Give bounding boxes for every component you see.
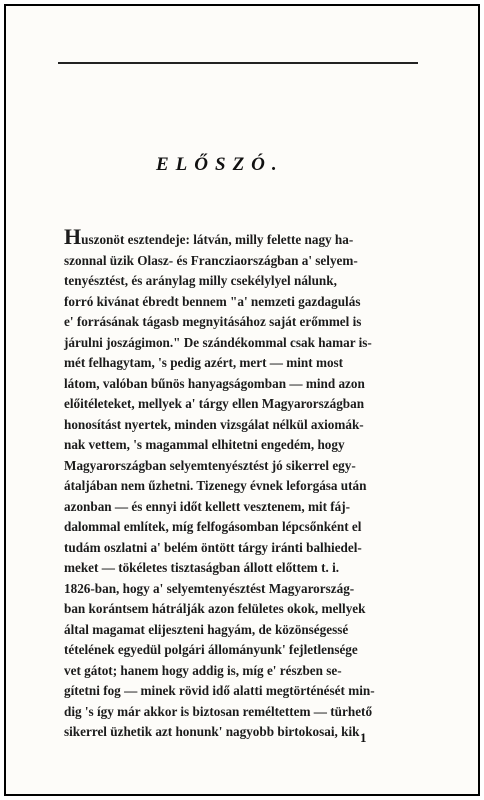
text-line: mét felhagytam, 's pedig azért, mert — mint most — [64, 355, 344, 370]
top-rule — [58, 62, 418, 64]
text-line: gítetni fog — minek rövid idő alatti megtörténését min- — [64, 683, 375, 698]
text-line: azonban — és ennyi időt kellett vesztenem, mit fáj- — [64, 498, 351, 514]
page-number: 1 — [360, 730, 367, 745]
text-line: e' forrásának tágasb megnyitásához saját erőmmel is — [64, 314, 362, 329]
text-line: Huszonöt esztendeje: látván, milly felette nagy ha- — [64, 224, 354, 249]
drop-cap: H — [64, 224, 82, 249]
text-line: szonnal üzik Olasz- és Francziaországban a' selyem- — [64, 252, 358, 268]
text-line: tételének egyedül polgári állományunk' fejletlensége — [64, 642, 358, 657]
text-line: dalommal említek, míg felfogásomban lépcsőnként el — [64, 519, 362, 534]
text-line: vet gátot; hanem hogy addig is, míg e' részben se- — [64, 662, 342, 678]
text-line: látom, valóban bűnös hanyagságomban — mind azon — [64, 375, 365, 391]
text-line: meket — tökéletes tisztaságban állott előttem t. i. — [64, 560, 340, 575]
text-line: Magyarországban selyemtenyésztést jó sikerrel egy- — [64, 457, 356, 473]
text-line: ban korántsem hátrálják azon felületes okok, mellyek — [64, 601, 366, 616]
text-line: sikerrel üzhetik azt honunk' nagyobb birtokosai, kik — [64, 724, 360, 739]
text-line: nak vettem, 's magammal elhitetni engedém, hogy — [64, 437, 345, 452]
text-line: előitéleteket, mellyek a' tárgy ellen Magyarországban — [64, 396, 365, 411]
text-line: tenyésztést, és aránylag milly csekélylyel nálunk, — [64, 273, 337, 288]
text-line: honosítást nyertek, minden vizsgálat nélkül axiomák- — [64, 416, 364, 432]
page-title: ELŐSZÓ. — [156, 154, 284, 175]
page-frame — [4, 4, 480, 796]
text-line: forró kivánat ébredt bennem "a' nemzeti gazdagulás — [64, 293, 361, 309]
text-line: által magamat elijeszteni hagyám, de közönségessé — [64, 621, 349, 637]
text-line: dig 's így már akkor is biztosan reméltettem — türhető — [64, 703, 373, 719]
text-line: átaljában nem űzhetni. Tizenegy évnek leforgása után — [64, 478, 367, 493]
text-line: tudám oszlatni a' belém öntött tárgy iránti balhiedel- — [64, 539, 362, 555]
preface-text — [64, 224, 430, 743]
text-line: 1826-ban, hogy a' selyemtenyésztést Magyarország- — [64, 580, 355, 596]
text-line: járulni joszágimon." De szándékommal csak hamar is- — [64, 334, 372, 350]
